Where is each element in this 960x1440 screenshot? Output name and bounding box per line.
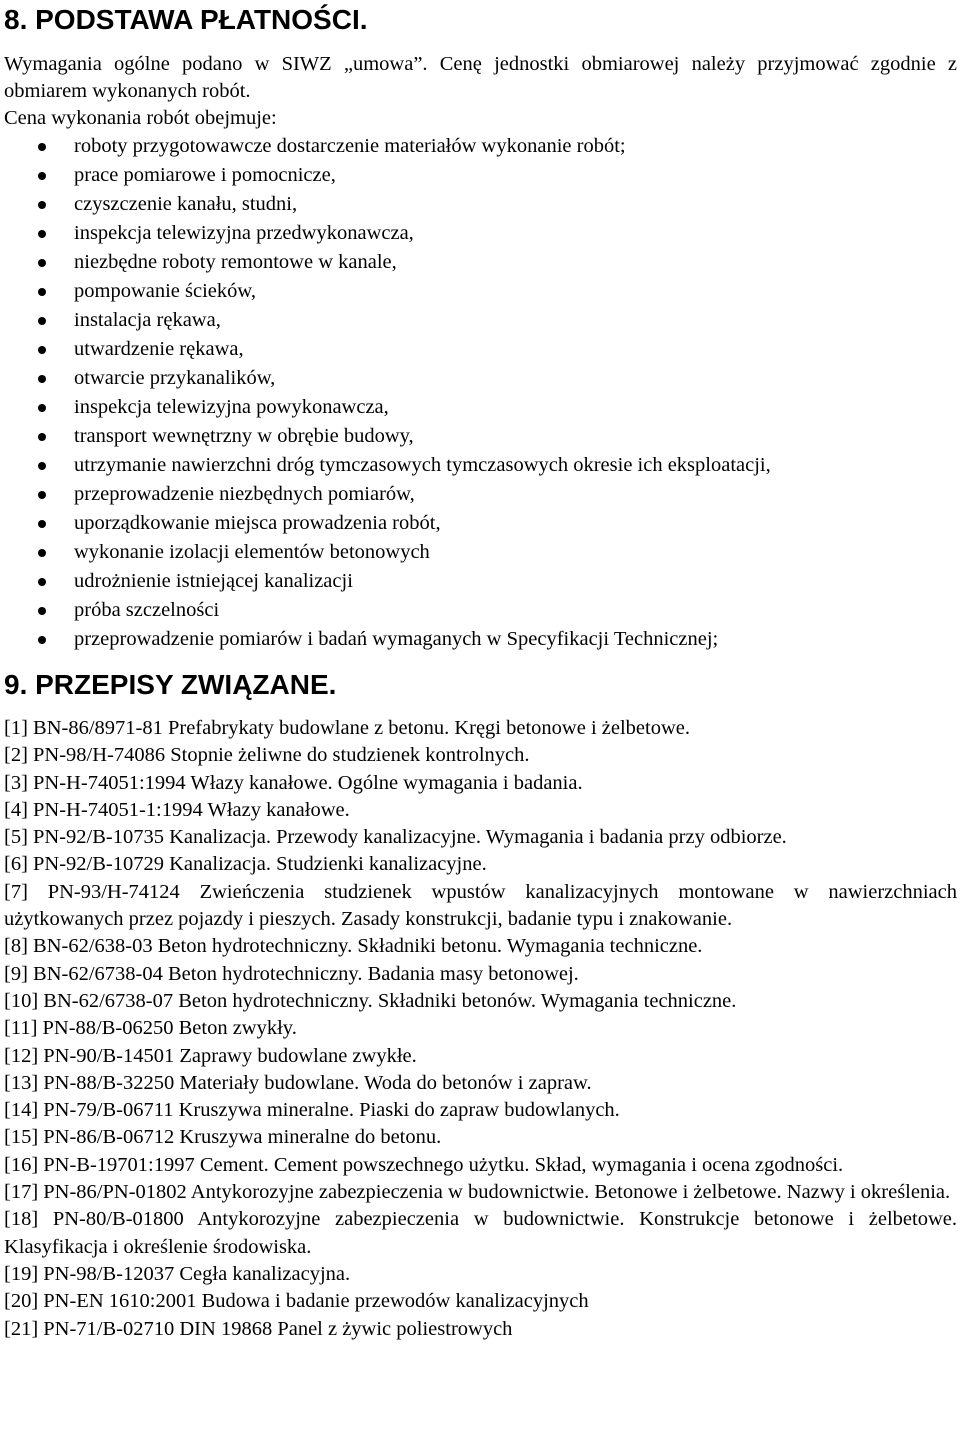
bullet-icon <box>38 462 46 470</box>
bullet-icon <box>38 433 46 441</box>
reference-item: [18] PN-80/B-01800 Antykorozyjne zabezpieczenia w budownictwie. Konstrukcje betonowe i żelbetowe. Klasyfikacja i określenie środowiska. <box>4 1208 957 1258</box>
list-item <box>4 277 957 306</box>
reference-item: [13] PN-88/B-32250 Materiały budowlane. Woda do betonów i zapraw. <box>4 1071 592 1094</box>
bullet-icon <box>38 636 46 644</box>
list-item <box>4 567 957 596</box>
list-item <box>4 596 957 625</box>
reference-item: [4] PN-H-74051-1:1994 Włazy kanałowe. <box>4 798 350 821</box>
bullet-icon <box>38 404 46 412</box>
reference-item: [17] PN-86/PN-01802 Antykorozyjne zabezpieczenia w budownictwie. Betonowe i żelbetowe. Nazwy i określenia. <box>4 1181 951 1204</box>
reference-item: [6] PN-92/B-10729 Kanalizacja. Studzienki kanalizacyjne. <box>4 853 487 876</box>
list-item-text: utrzymanie nawierzchni dróg tymczasowych tymczasowych okresie ich eksploatacji, <box>74 454 771 476</box>
bullet-icon <box>38 230 46 238</box>
list-item-text: czyszczenie kanału, studni, <box>74 193 298 215</box>
list-item <box>4 132 957 161</box>
list-item-text: przeprowadzenie niezbędnych pomiarów, <box>74 483 415 505</box>
bullet-icon <box>38 346 46 354</box>
list-item <box>4 306 957 335</box>
list-item <box>4 393 957 422</box>
list-item-text: roboty przygotowawcze dostarczenie materiałów wykonanie robót; <box>74 135 626 157</box>
list-item <box>4 161 957 190</box>
reference-item: [8] BN-62/638-03 Beton hydrotechniczny. Składniki betonu. Wymagania techniczne. <box>4 935 703 958</box>
bullet-icon <box>38 578 46 586</box>
list-item <box>4 538 957 567</box>
reference-item: [5] PN-92/B-10735 Kanalizacja. Przewody kanalizacyjne. Wymagania i badania przy odbiorze. <box>4 826 787 849</box>
list-item <box>4 335 957 364</box>
section-8-lead: Cena wykonania robót obejmuje: <box>4 107 277 129</box>
standards-reference-list <box>4 715 957 1343</box>
list-item-text: instalacja rękawa, <box>74 309 221 331</box>
bullet-icon <box>38 172 46 180</box>
bullet-icon <box>38 259 46 267</box>
list-item <box>4 509 957 538</box>
reference-item: [15] PN-86/B-06712 Kruszywa mineralne do betonu. <box>4 1126 442 1149</box>
list-item-text: przeprowadzenie pomiarów i badań wymaganych w Specyfikacji Technicznej; <box>74 628 719 650</box>
reference-item: [2] PN-98/H-74086 Stopnie żeliwne do studzienek kontrolnych. <box>4 744 530 767</box>
list-item-text: udrożnienie istniejącej kanalizacji <box>74 570 353 592</box>
list-item-text: otwarcie przykanalików, <box>74 367 276 389</box>
payment-scope-list <box>4 132 957 654</box>
bullet-icon <box>38 317 46 325</box>
reference-item: [7] PN-93/H-74124 Zwieńczenia studzienek wpustów kanalizacyjnych montowane w nawierzchniach użytkowanych przez pojazdy i pieszych. Zasady konstrukcji, badanie typu i znakowanie. <box>4 880 957 931</box>
bullet-icon <box>38 201 46 209</box>
reference-item: [21] PN-71/B-02710 DIN 19868 Panel z żywic poliestrowych <box>4 1317 513 1340</box>
reference-item: [12] PN-90/B-14501 Zaprawy budowlane zwykłe. <box>4 1044 417 1067</box>
bullet-icon <box>38 520 46 528</box>
section-9-heading: 9. PRZEPISY ZWIĄZANE. <box>4 669 337 700</box>
bullet-icon <box>38 375 46 383</box>
reference-item: [3] PN-H-74051:1994 Włazy kanałowe. Ogólne wymagania i badania. <box>4 771 583 794</box>
bullet-icon <box>38 143 46 151</box>
list-item-text: próba szczelności <box>74 599 220 621</box>
list-item-text: inspekcja telewizyjna powykonawcza, <box>74 396 389 418</box>
reference-item: [1] BN-86/8971-81 Prefabrykaty budowlane z betonu. Kręgi betonowe i żelbetowe. <box>4 717 690 739</box>
list-item-text: transport wewnętrzny w obrębie budowy, <box>74 425 414 447</box>
list-item-text: utwardzenie rękawa, <box>74 338 244 360</box>
reference-item: [9] BN-62/6738-04 Beton hydrotechniczny. Badania masy betonowej. <box>4 962 579 985</box>
list-item-text: pompowanie ścieków, <box>74 280 256 302</box>
list-item <box>4 248 957 277</box>
document-page <box>4 0 957 1343</box>
bullet-icon <box>38 491 46 499</box>
list-item-text: wykonanie izolacji elementów betonowych <box>74 541 430 563</box>
section-8-heading: 8. PODSTAWA PŁATNOŚCI. <box>4 4 368 35</box>
bullet-icon <box>38 549 46 557</box>
bullet-icon <box>38 288 46 296</box>
list-item <box>4 190 957 219</box>
reference-item: [20] PN-EN 1610:2001 Budowa i badanie przewodów kanalizacyjnych <box>4 1290 589 1313</box>
list-item-text: uporządkowanie miejsca prowadzenia robót, <box>74 512 441 534</box>
list-item <box>4 480 957 509</box>
section-8-intro: Wymagania ogólne podano w SIWZ „umowa”. Cenę jednostki obmiarowej należy przyjmować zgodnie z obmiarem wykonanych robót. <box>4 53 957 102</box>
list-item <box>4 422 957 451</box>
reference-item: [19] PN-98/B-12037 Cegła kanalizacyjna. <box>4 1262 351 1285</box>
list-item <box>4 364 957 393</box>
list-item <box>4 625 957 654</box>
reference-item: [10] BN-62/6738-07 Beton hydrotechniczny. Składniki betonów. Wymagania techniczne. <box>4 989 737 1012</box>
list-item-text: prace pomiarowe i pomocnicze, <box>74 164 336 186</box>
bullet-icon <box>38 607 46 615</box>
list-item <box>4 219 957 248</box>
reference-item: [14] PN-79/B-06711 Kruszywa mineralne. Piaski do zapraw budowlanych. <box>4 1099 620 1122</box>
list-item <box>4 451 957 480</box>
reference-item: [11] PN-88/B-06250 Beton zwykły. <box>4 1017 297 1040</box>
list-item-text: inspekcja telewizyjna przedwykonawcza, <box>74 222 414 244</box>
reference-item: [16] PN-B-19701:1997 Cement. Cement powszechnego użytku. Skład, wymagania i ocena zgodności. <box>4 1153 844 1176</box>
list-item-text: niezbędne roboty remontowe w kanale, <box>74 251 397 273</box>
